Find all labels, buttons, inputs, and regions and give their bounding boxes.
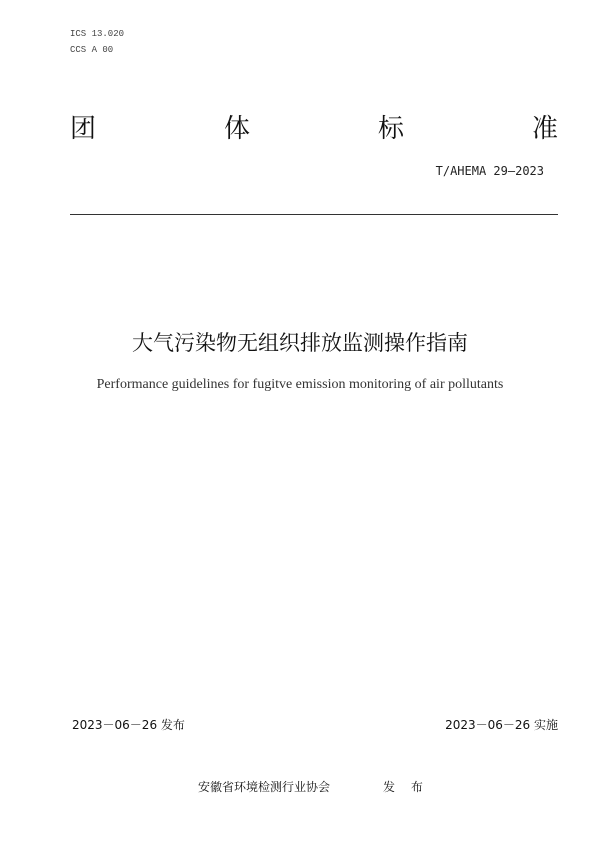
publish-label: 发 布	[383, 780, 429, 794]
publish-date: 2023－06－26 发布	[72, 718, 185, 732]
standard-type-char-2: 体	[223, 114, 250, 144]
standard-type-char-3: 标	[377, 114, 404, 144]
ccs-code: CCS A 00	[70, 45, 114, 55]
header-divider	[70, 214, 558, 215]
document-title-cn: 大气污染物无组织排放监测操作指南	[132, 331, 468, 355]
publisher-name: 安徽省环境检测行业协会	[198, 780, 331, 794]
standard-type-char-4: 准	[531, 114, 558, 144]
implement-date: 2023－06－26 实施	[445, 718, 558, 732]
standard-code: T/AHEMA 29—2023	[435, 164, 544, 178]
document-title-en: Performance guidelines for fugitve emission monitoring of air pollutants	[96, 377, 504, 392]
standard-type-heading	[70, 112, 558, 146]
ics-code: ICS 13.020	[70, 29, 125, 39]
standard-type-char-1: 团	[70, 114, 97, 144]
